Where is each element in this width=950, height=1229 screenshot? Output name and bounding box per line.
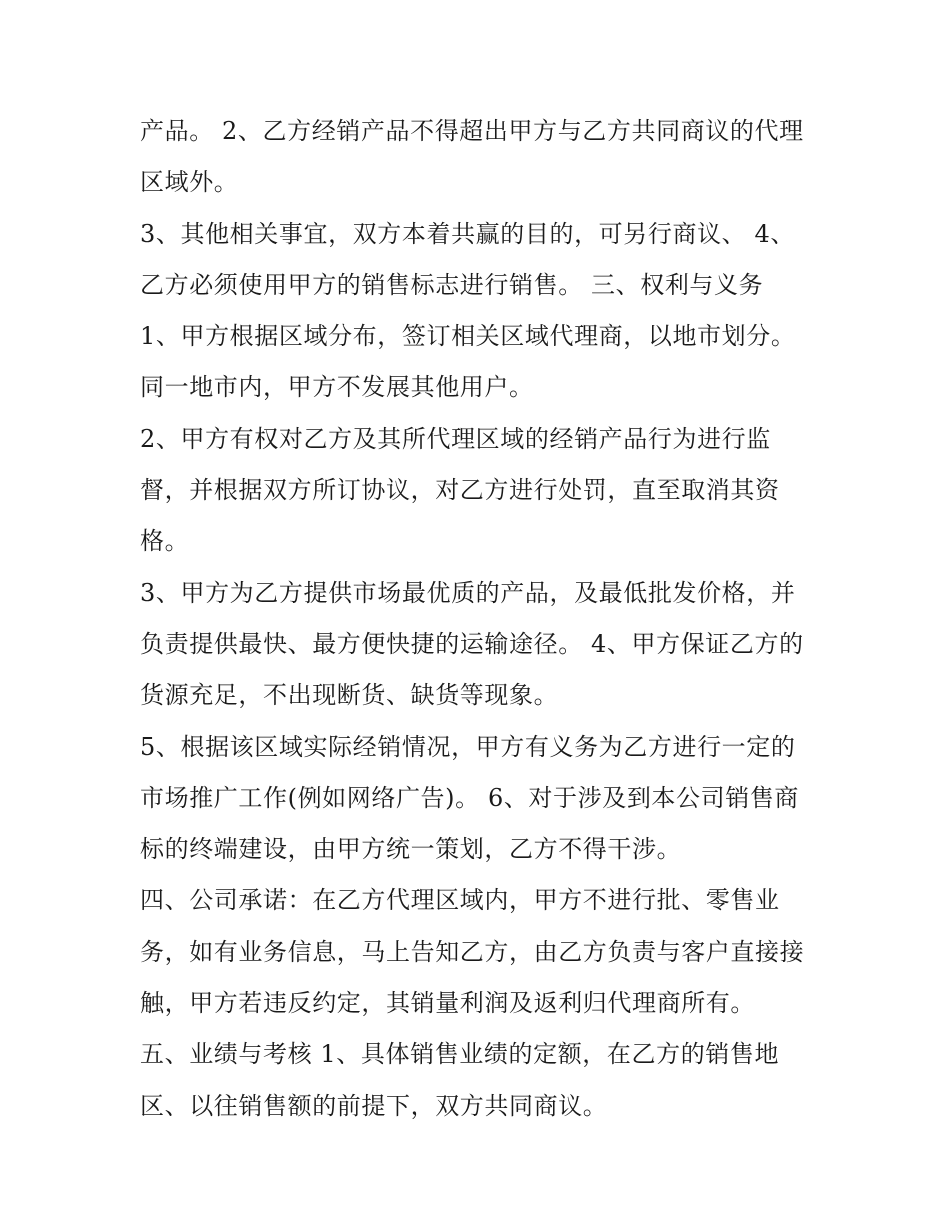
text-line: 乙方必须使用甲方的销售标志进行销售。 三、权利与义务 [140,270,764,299]
text-line: 1、甲方根据区域分布，签订相关区域代理商，以地市划分。 [140,322,796,351]
text-line: 触，甲方若违反约定，其销量利润及返利归代理商所有。 [140,989,755,1018]
text-line: 货源充足，不出现断货、缺货等现象。 [140,681,559,710]
text-line: 标的终端建设，由甲方统一策划，乙方不得干涉。 [140,835,682,864]
text-line: 区域外。 [140,168,239,197]
text-line: 3、甲方为乙方提供市场最优质的产品，及最低批发价格，并 [140,578,796,607]
text-line: 5、根据该区域实际经销情况，甲方有义务为乙方进行一定的 [140,732,796,761]
contract-text-body [140,106,830,1132]
text-line: 督，并根据双方所订协议，对乙方进行处罚，直至取消其资 [140,476,780,505]
text-line: 务，如有业务信息，马上告知乙方，由乙方负责与客户直接接 [140,937,805,966]
text-line: 格。 [140,527,190,556]
text-line: 同一地市内，甲方不发展其他用户。 [140,373,534,402]
text-line: 市场推广工作(例如网络广告)。 6、对于涉及到本公司销售商 [140,783,800,812]
text-line: 3、其他相关事宜，双方本着共赢的目的，可另行商议、 4、 [140,219,795,248]
text-line: 五、业绩与考核 1、具体销售业绩的定额，在乙方的销售地 [140,1040,780,1069]
text-line: 区、以往销售额的前提下，双方共同商议。 [140,1091,608,1120]
text-line: 负责提供最快、最方便快捷的运输途径。 4、甲方保证乙方的 [140,629,804,658]
text-line: 2、甲方有权对乙方及其所代理区域的经销产品行为进行监 [140,424,771,453]
text-line: 产品。 2、乙方经销产品不得超出甲方与乙方共同商议的代理 [140,117,804,145]
text-line: 四、公司承诺：在乙方代理区域内，甲方不进行批、零售业 [140,886,780,915]
